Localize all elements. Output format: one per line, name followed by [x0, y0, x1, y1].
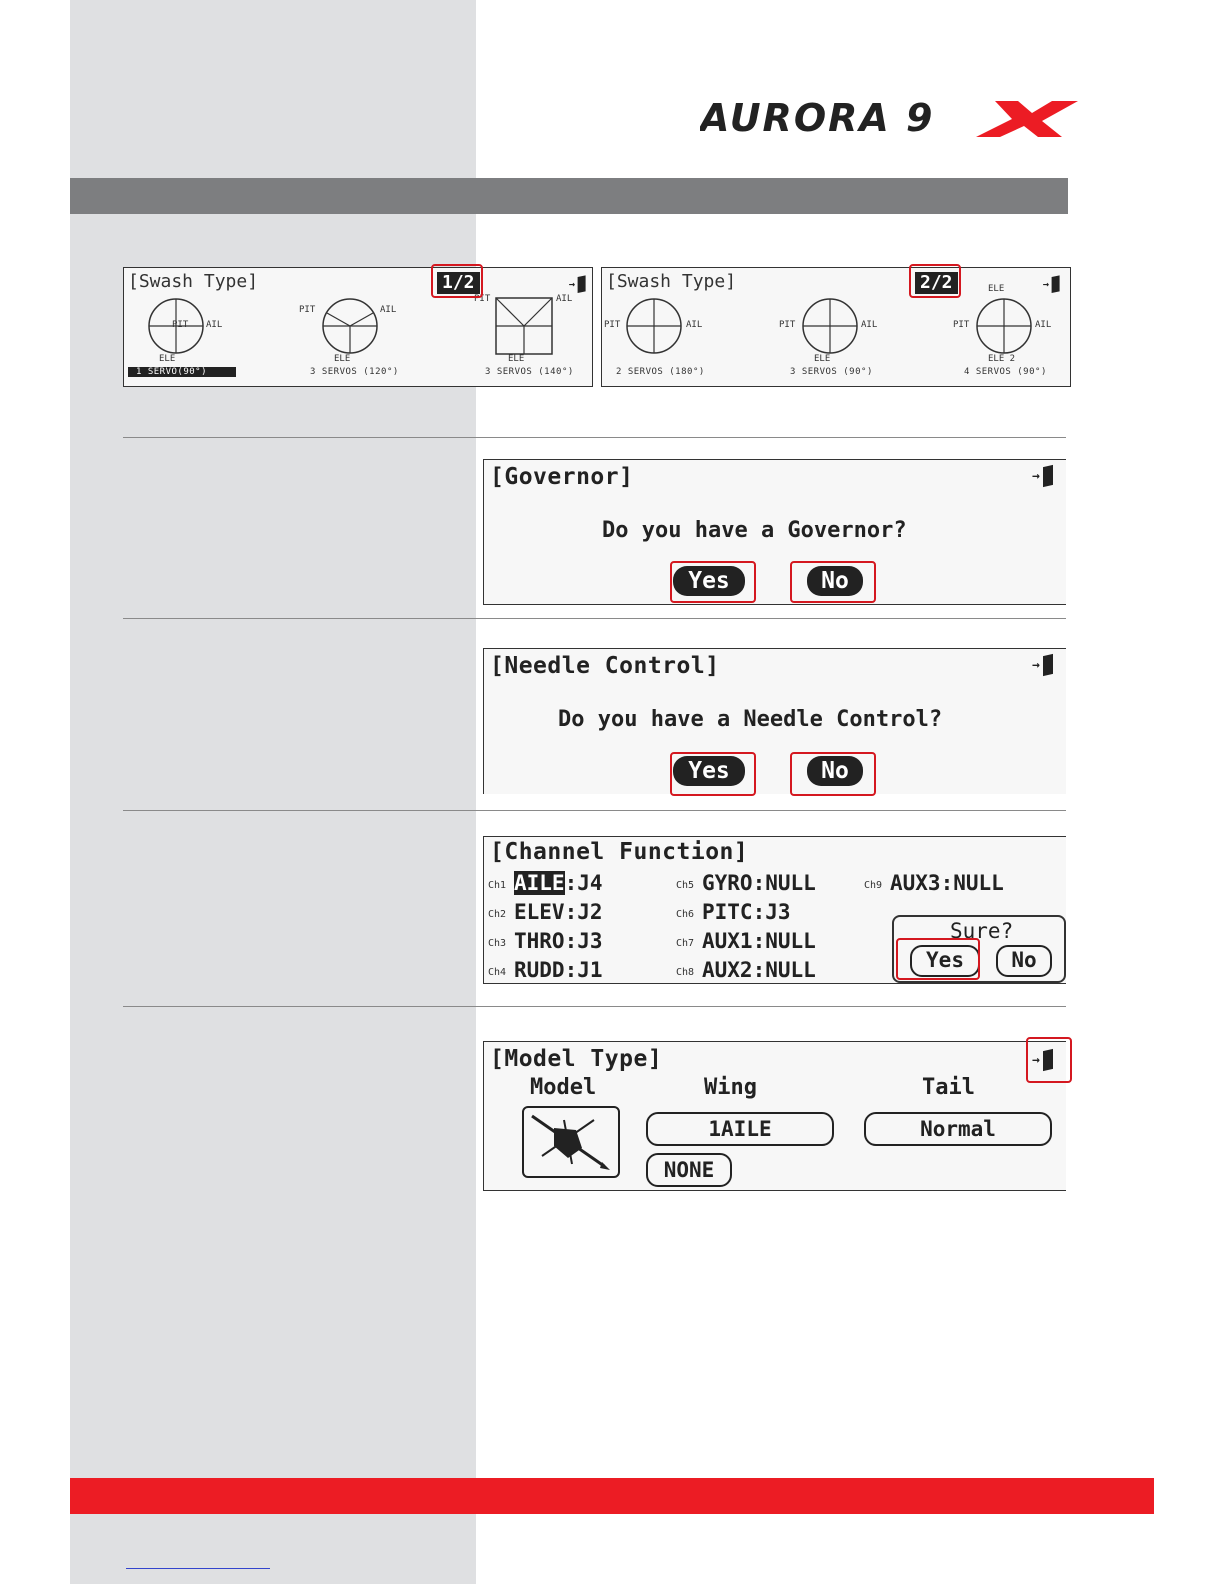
section-divider [123, 437, 1066, 438]
helicopter-icon [524, 1108, 618, 1176]
sure-no-button[interactable]: No [996, 945, 1052, 977]
channel-number: Ch8 [676, 967, 695, 978]
section-divider [123, 618, 1066, 619]
section-divider [123, 1006, 1066, 1007]
channel-function[interactable]: RUDD [514, 958, 565, 982]
channel-function[interactable]: GYRO [702, 871, 753, 895]
label-ail: AIL [686, 320, 703, 330]
channel-assignment[interactable] [702, 958, 816, 982]
needle-question: Do you have a Needle Control? [558, 707, 943, 732]
label-pit: PIT [299, 305, 316, 315]
logo-mark [700, 95, 1080, 141]
channel-number: Ch9 [864, 880, 883, 891]
channel-assignment[interactable] [702, 929, 816, 953]
governor-panel [483, 459, 1066, 605]
label-pit: PIT [172, 320, 189, 330]
highlight-yes [670, 561, 756, 603]
channel-assignment[interactable] [702, 900, 791, 924]
label-ele: ELE [508, 354, 525, 364]
channel-title: [Channel Function] [490, 839, 749, 865]
page-indicator-1[interactable]: 1/2 [437, 272, 480, 294]
channel-number: Ch7 [676, 938, 695, 949]
channel-input: :NULL [752, 871, 816, 895]
extra-selector[interactable]: NONE [646, 1153, 732, 1187]
channel-assignment[interactable] [514, 929, 603, 953]
label-ele: ELE [334, 354, 351, 364]
channel-function[interactable]: AUX3 [890, 871, 941, 895]
exit-icon[interactable]: → [1043, 275, 1065, 296]
swash-title-1: [Swash Type] [128, 271, 259, 292]
swash-option-1servo[interactable]: 1 SERVO(90°) [128, 367, 236, 377]
tail-column-label: Tail [922, 1075, 975, 1100]
channel-number: Ch5 [676, 880, 695, 891]
footer-red-bar [70, 1478, 1154, 1514]
channel-assignment[interactable] [702, 871, 816, 895]
highlight-exit [1026, 1037, 1072, 1083]
label-ele: ELE [814, 354, 831, 364]
left-sidebar-band [70, 0, 476, 1584]
wing-selector[interactable]: 1AILE [646, 1112, 834, 1146]
channel-function[interactable]: THRO [514, 929, 565, 953]
governor-yes-button[interactable]: Yes [673, 566, 745, 596]
label-pit: PIT [474, 294, 491, 304]
channel-input: :J3 [564, 929, 603, 953]
channel-function[interactable]: ELEV [514, 900, 565, 924]
label-ele: ELE [988, 284, 1005, 294]
channel-number: Ch1 [488, 880, 507, 891]
channel-assignment[interactable] [514, 958, 603, 982]
channel-function[interactable]: PITC [702, 900, 753, 924]
channel-input: :J3 [752, 900, 791, 924]
label-ail: AIL [861, 320, 878, 330]
label-ail: AIL [206, 320, 223, 330]
governor-no-button[interactable]: No [807, 566, 863, 596]
exit-icon[interactable]: → [569, 275, 591, 296]
channel-input: :NULL [752, 929, 816, 953]
channel-function[interactable]: AILE [514, 871, 565, 895]
channel-assignment[interactable] [514, 871, 603, 895]
exit-icon[interactable]: → [1032, 1048, 1060, 1074]
channel-number: Ch2 [488, 909, 507, 920]
channel-number: Ch6 [676, 909, 695, 920]
channel-assignment[interactable] [514, 900, 603, 924]
swash-option-2servo-180[interactable]: 2 SERVOS (180°) [616, 367, 705, 377]
channel-function[interactable]: AUX1 [702, 929, 753, 953]
model-type-panel [483, 1041, 1066, 1191]
channel-input: :J2 [564, 900, 603, 924]
model-heli-icon[interactable] [522, 1106, 620, 1178]
channel-input: :NULL [752, 958, 816, 982]
label-ail: AIL [1035, 320, 1052, 330]
swash-option-3servo-120[interactable]: 3 SERVOS (120°) [310, 367, 399, 377]
exit-icon[interactable]: → [1032, 464, 1060, 490]
tail-selector[interactable]: Normal [864, 1112, 1052, 1146]
highlight-page-1 [431, 264, 483, 298]
channel-number: Ch3 [488, 938, 507, 949]
label-ele2: ELE 2 [988, 354, 1016, 364]
label-pit: PIT [604, 320, 621, 330]
channel-number: Ch4 [488, 967, 507, 978]
governor-question: Do you have a Governor? [602, 518, 907, 543]
swash-type-panel-2 [601, 267, 1071, 387]
exit-icon[interactable]: → [1032, 653, 1060, 679]
highlight-no [790, 561, 876, 603]
needle-yes-button[interactable]: Yes [673, 756, 745, 786]
label-ail: AIL [380, 305, 397, 315]
sure-yes-button[interactable]: Yes [910, 945, 980, 977]
channel-input: :J1 [564, 958, 603, 982]
section-header-bar [70, 178, 1068, 214]
needle-control-panel [483, 648, 1066, 794]
channel-input: :NULL [940, 871, 1004, 895]
needle-no-button[interactable]: No [807, 756, 863, 786]
footer-link[interactable] [126, 1568, 270, 1569]
swash-option-3servo-90[interactable]: 3 SERVOS (90°) [790, 367, 873, 377]
label-pit: PIT [779, 320, 796, 330]
highlight-page-2 [909, 264, 961, 298]
model-column-label: Model [530, 1075, 597, 1100]
brand-logo [700, 95, 1080, 141]
channel-assignment[interactable] [890, 871, 1004, 895]
sure-prompt: Sure? [950, 919, 1014, 943]
section-divider [123, 810, 1066, 811]
wing-column-label: Wing [704, 1075, 757, 1100]
swash-diagram-3servo-90[interactable] [800, 296, 860, 356]
swash-option-4servo-90[interactable]: 4 SERVOS (90°) [964, 367, 1047, 377]
label-ele: ELE [159, 354, 176, 364]
swash-diagram-4servo-90[interactable] [974, 296, 1034, 356]
model-title: [Model Type] [490, 1046, 663, 1072]
swash-title-2: [Swash Type] [606, 271, 737, 292]
channel-input: :J4 [564, 871, 603, 895]
swash-option-3servo-140[interactable]: 3 SERVOS (140°) [485, 367, 574, 377]
highlight-yes [670, 752, 756, 796]
highlight-sure-yes [896, 938, 980, 980]
label-ail: AIL [556, 294, 573, 304]
swash-diagram-2servo-180[interactable] [624, 296, 684, 356]
svg-text:AURORA 9: AURORA 9 [700, 96, 935, 140]
page-indicator-2[interactable]: 2/2 [915, 272, 958, 294]
swash-diagram-3servo-140[interactable] [494, 296, 554, 356]
swash-diagram-3servo-120[interactable] [320, 296, 380, 356]
label-pit: PIT [953, 320, 970, 330]
channel-function[interactable]: AUX2 [702, 958, 753, 982]
swash-type-panel-1 [123, 267, 593, 387]
needle-title: [Needle Control] [490, 653, 720, 679]
highlight-no [790, 752, 876, 796]
governor-title: [Governor] [490, 464, 634, 490]
